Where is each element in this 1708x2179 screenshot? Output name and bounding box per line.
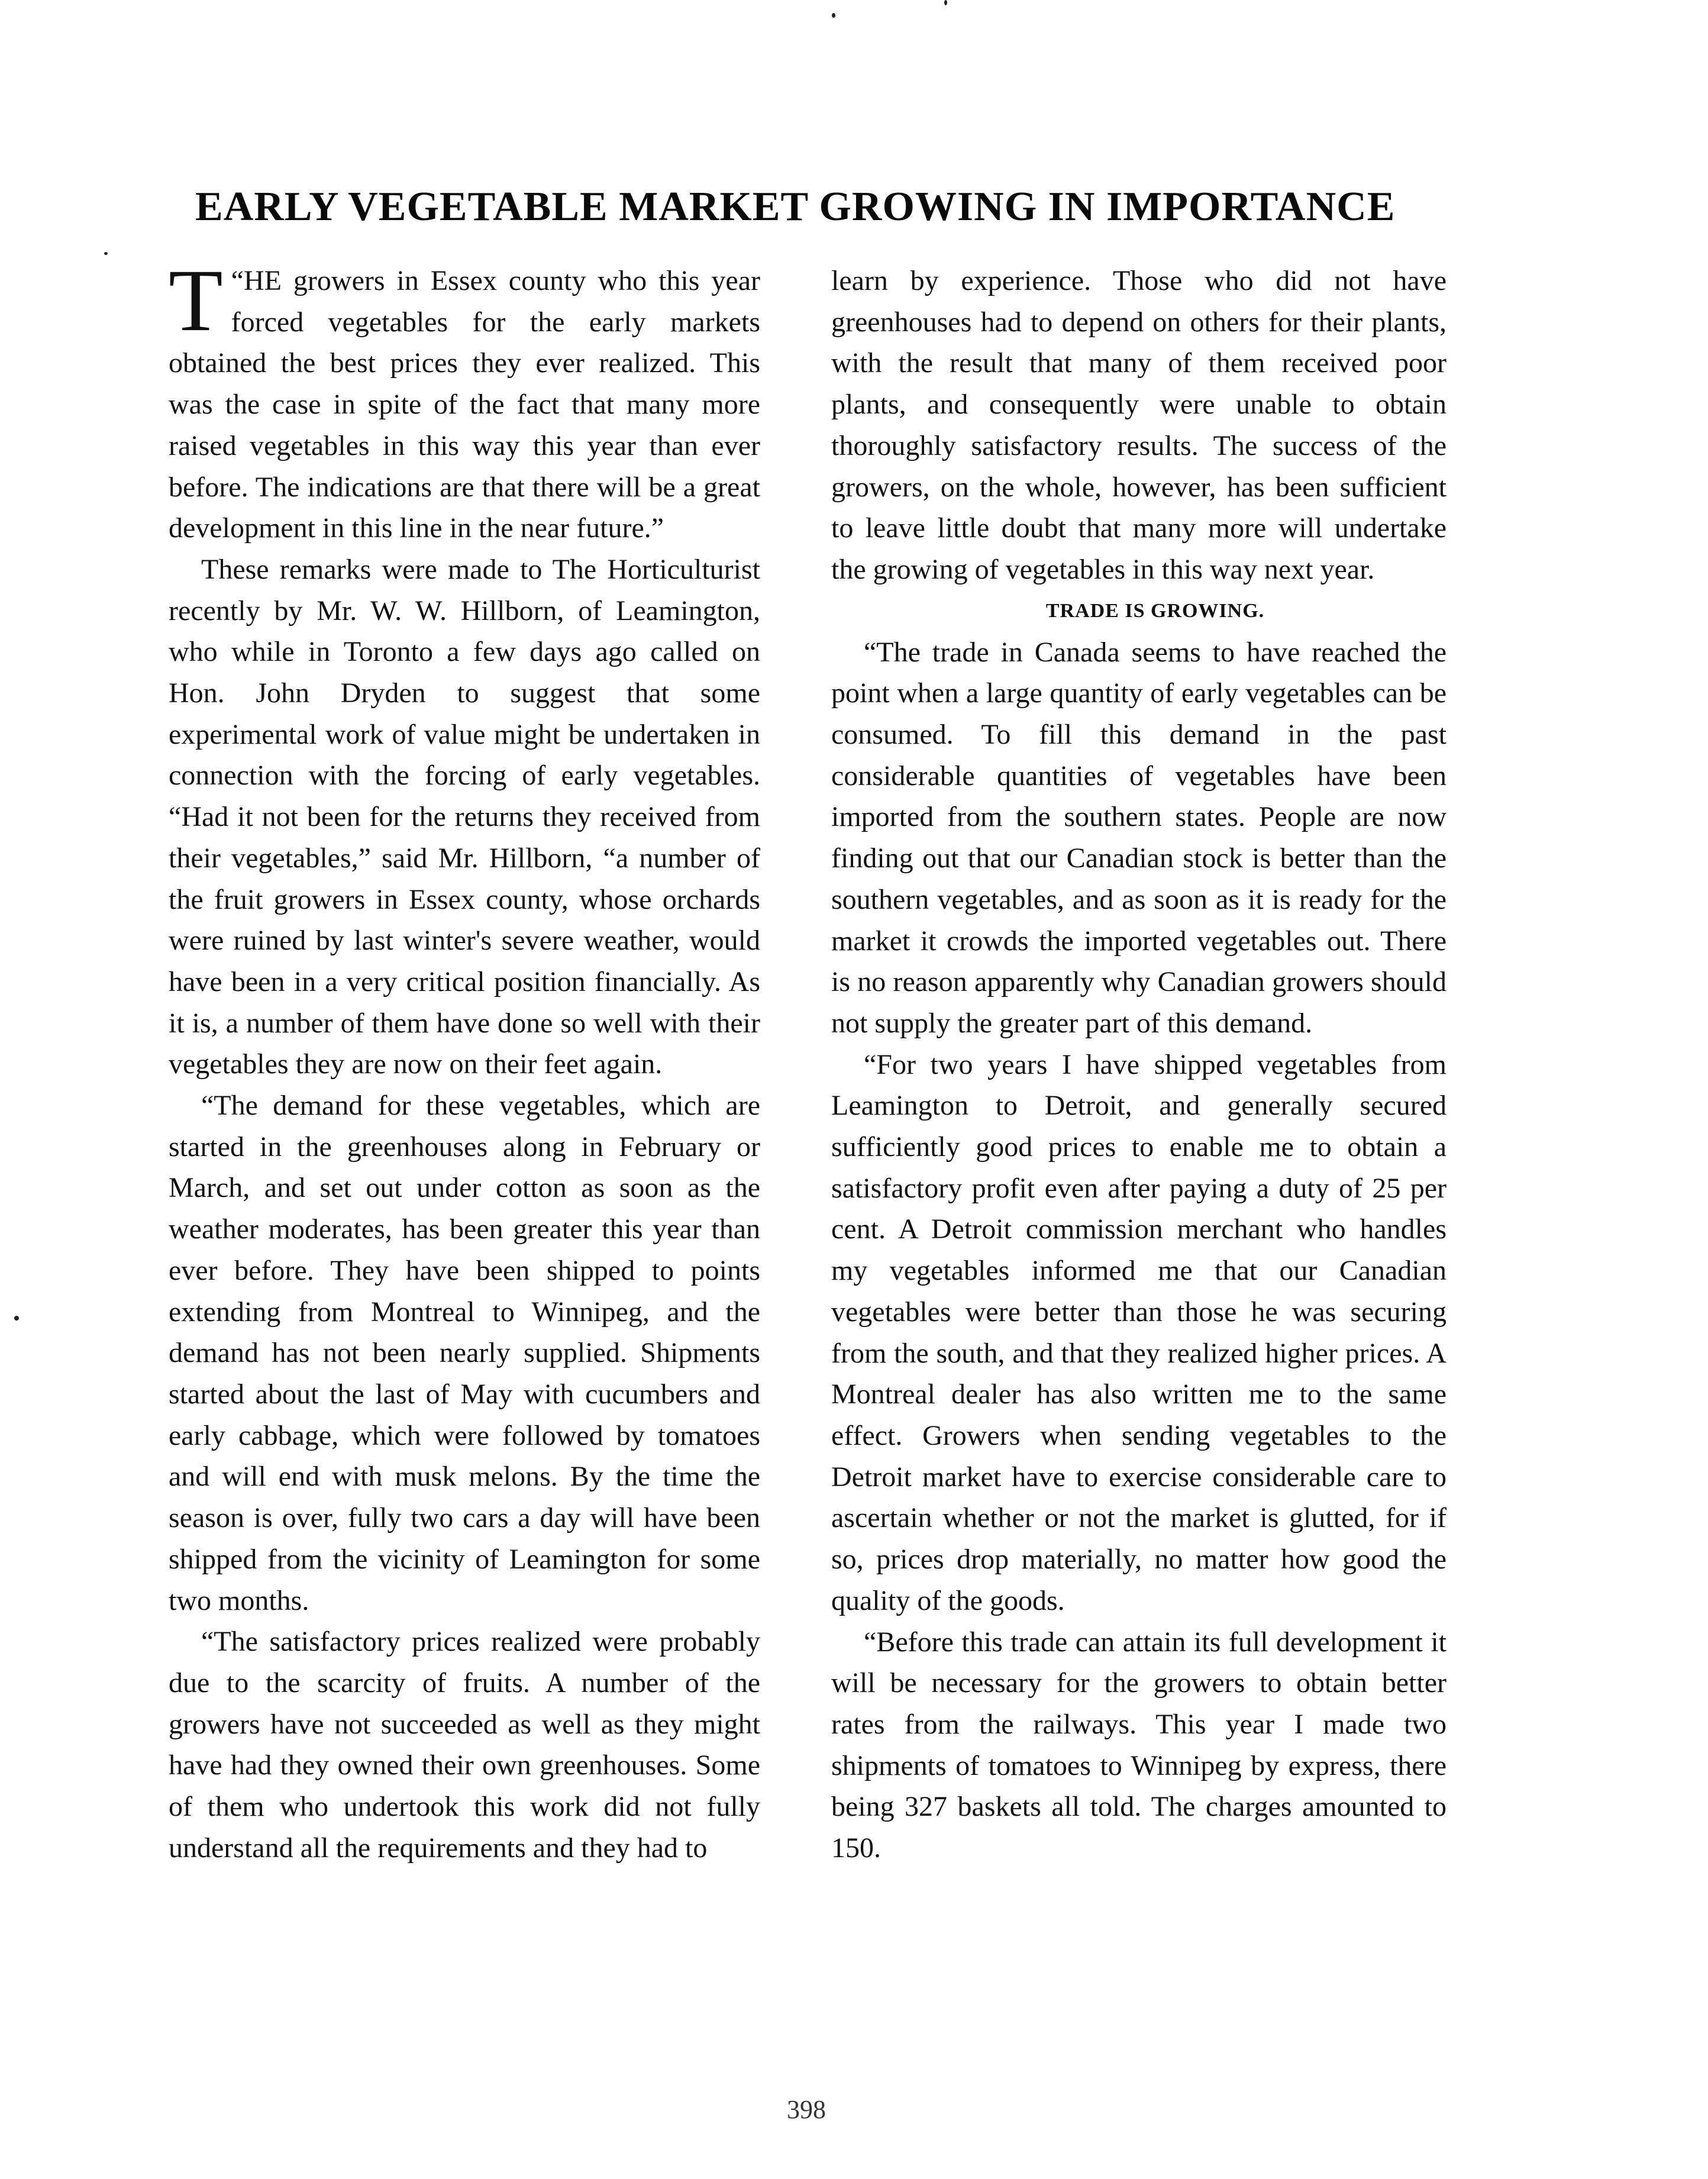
paragraph: “The trade in Canada seems to have reached the point when a large quantity of early vegetables can be consumed. To fill this demand in the past considerable quantities of vegetables have been imported from the southern states. People are now finding out that our Canadian stock is better than the southern vegetables, and as soon as it is ready for the market it crowds the imported vegetables out. There is no reason apparently why Canadian growers should not supply the greater part of this demand. (831, 636, 1447, 1039)
paragraph: learn by experience. Those who did not have greenhouses had to depend on others for their plants, with the result that many of them received poor plants, and consequently were unable to obtain thoroughly satisfactory results. The success of the growers, on the whole, however, has been sufficient to leave little doubt that many more will undertake the growing of vegetables in this way next year. (831, 265, 1447, 585)
paragraph: “Before this trade can attain its full development it will be necessary for the growers to obtain better rates from the railways. This year I made two shipments of tomatoes to Winnipeg by express, there being 327 baskets all told. The charges amounted to 150. (831, 1626, 1447, 1864)
left-column (169, 251, 760, 1868)
paragraph: These remarks were made to The Horticulturist recently by Mr. W. W. Hillborn, of Leamington, who while in Toronto a few days ago called on Hon. John Dryden to suggest that some experimental work of value might be undertaken in connection with the forcing of early vegetables. “Had it not been for the returns they received from their vegetables,” said Mr. Hillborn, “a number of the fruit growers in Essex county, whose orchards were ruined by last winter's severe weather, would have been in a very critical position financially. As it is, a number of them have done so well with their vegetables they are now on their feet again. (169, 553, 760, 1080)
article-headline: EARLY VEGETABLE MARKET GROWING IN IMPORTANCE (195, 184, 1396, 230)
paragraph: “The demand for these vegetables, which are started in the greenhouses along in February or March, and set out under cotton as soon as the weather moderates, has been greater this year than ever before. They have been shipped to points extending from Montreal to Winnipeg, and the demand has not been nearly supplied. Shipments started about the last of May with cucumbers and early cabbage, which were followed by tomatoes and will end with musk melons. By the time the season is over, fully two cars a day will have been shipped from the vicinity of Leamington for some two months. (169, 1090, 760, 1616)
section-subhead: TRADE IS GROWING. (1045, 599, 1265, 622)
opening-paragraph (169, 251, 760, 549)
scan-speck (104, 252, 108, 255)
page-number: 398 (787, 2095, 826, 2124)
scan-speck (832, 13, 835, 18)
drop-cap: T (169, 251, 223, 350)
paragraph: “For two years I have shipped vegetables from Leamington to Detroit, and generally secured sufficiently good prices to enable me to obtain a satisfactory profit even after paying a duty of 25 per cent. A Detroit commission merchant who handles my vegetables informed me that our Canadian vegetables were better than those he was securing from the south, and that they realized higher prices. A Montreal dealer has also written me to the same effect. Growers when sending vegetables to the Detroit market have to exercise considerable care to ascertain whether or not the market is glutted, for if so, prices drop materially, no matter how good the quality of the goods. (831, 1048, 1447, 1616)
scan-speck (14, 1316, 19, 1321)
paragraph-text: HE growers in Essex county who this year forced vegetables for the early markets obtained the best prices they ever realized. This was the case in spite of the fact that many more raised vegetables in this way this year than ever before. The indications are that there will be a great development in this line in the near future.” (169, 265, 760, 544)
opening-quote: “ (231, 265, 244, 296)
scan-speck (944, 0, 947, 5)
right-column (831, 260, 1447, 1869)
paragraph: “The satisfactory prices realized were probably due to the scarcity of fruits. A number of the growers have not succeeded as well as they might have had they owned their own greenhouses. Some of them who undertook this work did not fully understand all the requirements and they had to (169, 1626, 760, 1864)
